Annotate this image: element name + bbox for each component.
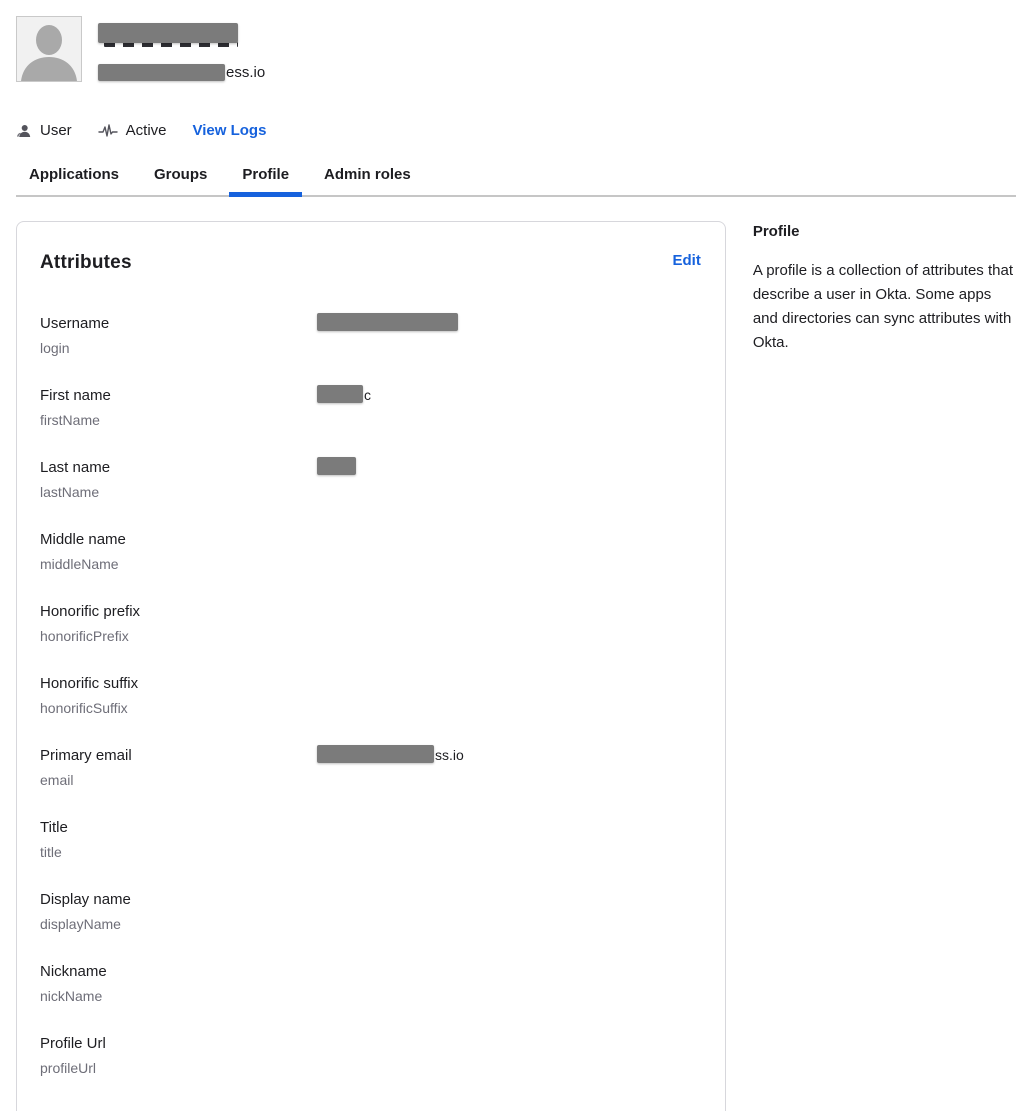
- user-meta-row: [16, 122, 1016, 139]
- attribute-value: [317, 456, 701, 504]
- attribute-label: Profile Url: [40, 1035, 106, 1052]
- value-visible-suffix: ss.io: [435, 747, 464, 763]
- attributes-title: Attributes: [40, 252, 132, 273]
- edit-button[interactable]: Edit: [672, 252, 701, 269]
- attribute-key: profileUrl: [40, 1060, 97, 1076]
- view-logs-link[interactable]: View Logs: [192, 122, 267, 139]
- redacted-user-email: [98, 64, 225, 81]
- attribute-row-honorificSuffix: [40, 672, 701, 720]
- tab-label: Applications: [29, 166, 120, 183]
- redacted-value-bar: [317, 745, 434, 763]
- attribute-key: middleName: [40, 556, 119, 572]
- attribute-value: [317, 528, 701, 576]
- attribute-row-lastName: [40, 456, 701, 504]
- tabs: [16, 166, 1016, 197]
- redacted-value-bar: [317, 313, 458, 331]
- attribute-key: title: [40, 844, 62, 860]
- redacted-value-bar: [317, 457, 356, 475]
- attribute-value: [317, 744, 701, 792]
- attribute-row-profileUrl: [40, 1032, 701, 1080]
- user-email: [98, 64, 265, 81]
- attribute-value: [317, 600, 701, 648]
- attributes-card: [16, 221, 726, 1111]
- activity-pulse-icon: [98, 124, 118, 138]
- avatar: [16, 16, 82, 82]
- identity-block: [98, 16, 265, 81]
- attribute-row-firstName: [40, 384, 701, 432]
- attribute-rows: [40, 312, 701, 1080]
- attribute-label: Username: [40, 315, 110, 332]
- attribute-key: honorificSuffix: [40, 700, 128, 716]
- tab-profile[interactable]: [229, 166, 302, 195]
- attribute-label: Display name: [40, 891, 131, 908]
- attribute-key: firstName: [40, 412, 100, 428]
- attribute-row-displayName: [40, 888, 701, 936]
- user-header: [16, 16, 1016, 82]
- main-content: [16, 221, 1016, 1111]
- attribute-row-email: [40, 744, 701, 792]
- attribute-key: email: [40, 772, 74, 788]
- user-type: [16, 122, 72, 139]
- attribute-label: Middle name: [40, 531, 126, 548]
- attribute-label: Nickname: [40, 963, 107, 980]
- user-status: [98, 122, 167, 139]
- tab-groups[interactable]: [141, 166, 220, 195]
- profile-help-title: Profile: [752, 223, 800, 240]
- profile-help-panel: [753, 221, 1016, 355]
- attribute-label: Honorific suffix: [40, 675, 139, 692]
- attribute-label: Primary email: [40, 747, 132, 764]
- attribute-key: login: [40, 340, 70, 356]
- user-icon: [16, 124, 32, 138]
- user-type-label: User: [40, 122, 72, 139]
- attribute-value: [317, 672, 701, 720]
- attributes-card-header: [40, 252, 701, 274]
- value-visible-suffix: c: [364, 387, 371, 403]
- attribute-row-title: [40, 816, 701, 864]
- tab-label: Groups: [154, 166, 208, 183]
- attribute-value: [317, 384, 701, 432]
- tab-applications[interactable]: [16, 166, 132, 195]
- person-silhouette-icon: [17, 23, 81, 81]
- email-visible-suffix: ess.io: [226, 64, 266, 81]
- user-status-label: Active: [125, 122, 167, 139]
- redacted-user-name: [98, 23, 238, 43]
- attribute-value: [317, 312, 701, 360]
- profile-help-description: A profile is a collection of attributes that describe a user in Okta. Some apps and directories can sync attributes with Okta.: [752, 262, 1013, 351]
- attribute-key: nickName: [40, 988, 103, 1004]
- attribute-key: displayName: [40, 916, 121, 932]
- attribute-value: [317, 888, 701, 936]
- tab-admin-roles[interactable]: [311, 166, 424, 195]
- attribute-value: [317, 1032, 701, 1080]
- attribute-row-honorificPrefix: [40, 600, 701, 648]
- attribute-row-login: [40, 312, 701, 360]
- tab-label: Profile: [242, 166, 290, 183]
- attribute-label: Honorific prefix: [40, 603, 141, 620]
- attribute-label: Last name: [40, 459, 111, 476]
- attribute-label: Title: [40, 819, 68, 836]
- attribute-row-middleName: [40, 528, 701, 576]
- attribute-key: lastName: [40, 484, 100, 500]
- attribute-key: honorificPrefix: [40, 628, 129, 644]
- redacted-value-bar: [317, 385, 363, 403]
- attribute-row-nickName: [40, 960, 701, 1008]
- attribute-value: [317, 960, 701, 1008]
- attribute-label: First name: [40, 387, 111, 404]
- attribute-value: [317, 816, 701, 864]
- tab-label: Admin roles: [324, 166, 411, 183]
